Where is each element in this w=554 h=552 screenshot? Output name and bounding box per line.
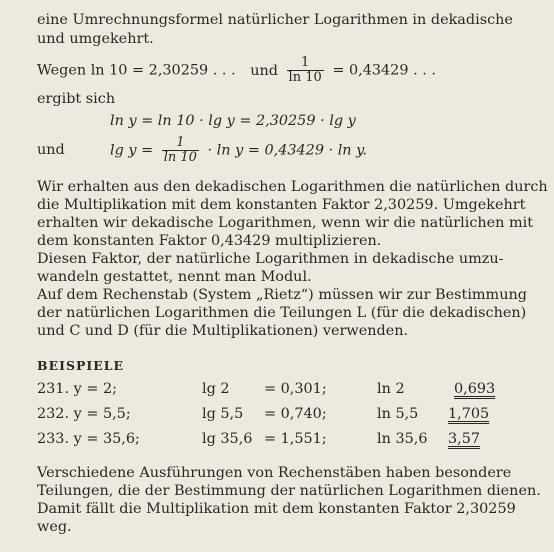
- example-ln-label: ln 35,6: [377, 431, 428, 447]
- equation-ln-y: ln y = ln 10 · lg y = 2,30259 · lg y: [110, 113, 356, 129]
- example-number: 233. y = 35,6;: [37, 431, 140, 447]
- para3-line-1: Verschiedene Ausführungen von Rechenstäben haben besondere: [37, 465, 512, 481]
- para2-line-7: Auf dem Rechenstab (System „Rietz“) müssen wir zur Bestimmung: [37, 287, 527, 303]
- example-lg-value: = 0,740;: [264, 406, 327, 422]
- example-ln-result: 3,57: [448, 431, 481, 447]
- para2-line-9: und C und D (für die Multiplikationen) verwenden.: [37, 323, 409, 339]
- para3-line-2: Teilungen, die der Bestimmung der natürlichen Logarithmen dienen.: [37, 483, 541, 499]
- para2-line-5: Diesen Faktor, der natürliche Logarithmen in dekadische umzu-: [37, 251, 504, 267]
- equation-lg-y-pre: lg y =: [110, 142, 154, 159]
- example-lg-value: = 1,551;: [264, 431, 327, 447]
- para2-line-8: der natürlichen Logarithmen die Teilungen L (für die dekadischen): [37, 305, 527, 321]
- example-ln-label: ln 5,5: [377, 406, 419, 422]
- fraction-1-over-ln10: [287, 56, 324, 85]
- para2-line-1: Wir erhalten aus den dekadischen Logarithmen die natürlichen durch: [37, 179, 548, 195]
- ergibt-sich: ergibt sich: [37, 91, 116, 107]
- para1-line-2: und umgekehrt.: [37, 31, 154, 47]
- example-number: 232. y = 5,5;: [37, 406, 131, 422]
- equation-lg-y: [110, 136, 367, 165]
- fraction-1-over-ln10-b: [162, 136, 199, 165]
- fraction-numerator: 1: [301, 55, 310, 70]
- fraction-denominator: ln 10: [288, 70, 322, 85]
- example-ln-label: ln 2: [377, 381, 405, 397]
- para1-line-1: eine Umrechnungsformel natürlicher Logarithmen in dekadische: [37, 12, 513, 28]
- fraction-numerator: 1: [176, 135, 185, 150]
- para2-line-4: dem konstanten Faktor 0,43429 multiplizieren.: [37, 233, 382, 249]
- para3-line-3: Damit fällt die Multiplikation mit dem konstanten Faktor 2,30259: [37, 501, 516, 517]
- para2-line-2: die Multiplikation mit dem konstanten Faktor 2,30259. Umgekehrt: [37, 197, 526, 213]
- example-lg-label: lg 2: [202, 381, 230, 397]
- formula-wegen-and: und: [250, 62, 278, 79]
- formula-wegen-pre: Wegen ln 10 = 2,30259 . . .: [37, 62, 236, 79]
- formula-wegen-post: = 0,43429 . . .: [332, 62, 436, 79]
- para3-line-4: weg.: [37, 519, 72, 535]
- equation-lg-y-label: und: [37, 142, 65, 158]
- formula-wegen: [37, 56, 436, 85]
- fraction-denominator: ln 10: [163, 150, 197, 165]
- equation-lg-y-post: · ln y = 0,43429 · ln y.: [207, 142, 367, 159]
- para2-line-6: wandeln gestattet, nennt man Modul.: [37, 269, 312, 285]
- example-lg-value: = 0,301;: [264, 381, 327, 397]
- example-ln-result: 0,693: [454, 381, 496, 397]
- para2-line-3: erhalten wir dekadische Logarithmen, wenn wir die natürlichen mit: [37, 215, 534, 231]
- examples-heading: BEISPIELE: [37, 358, 125, 373]
- example-lg-label: lg 5,5: [202, 406, 244, 422]
- example-ln-result: 1,705: [448, 406, 490, 422]
- example-number: 231. y = 2;: [37, 381, 117, 397]
- example-lg-label: lg 35,6: [202, 431, 253, 447]
